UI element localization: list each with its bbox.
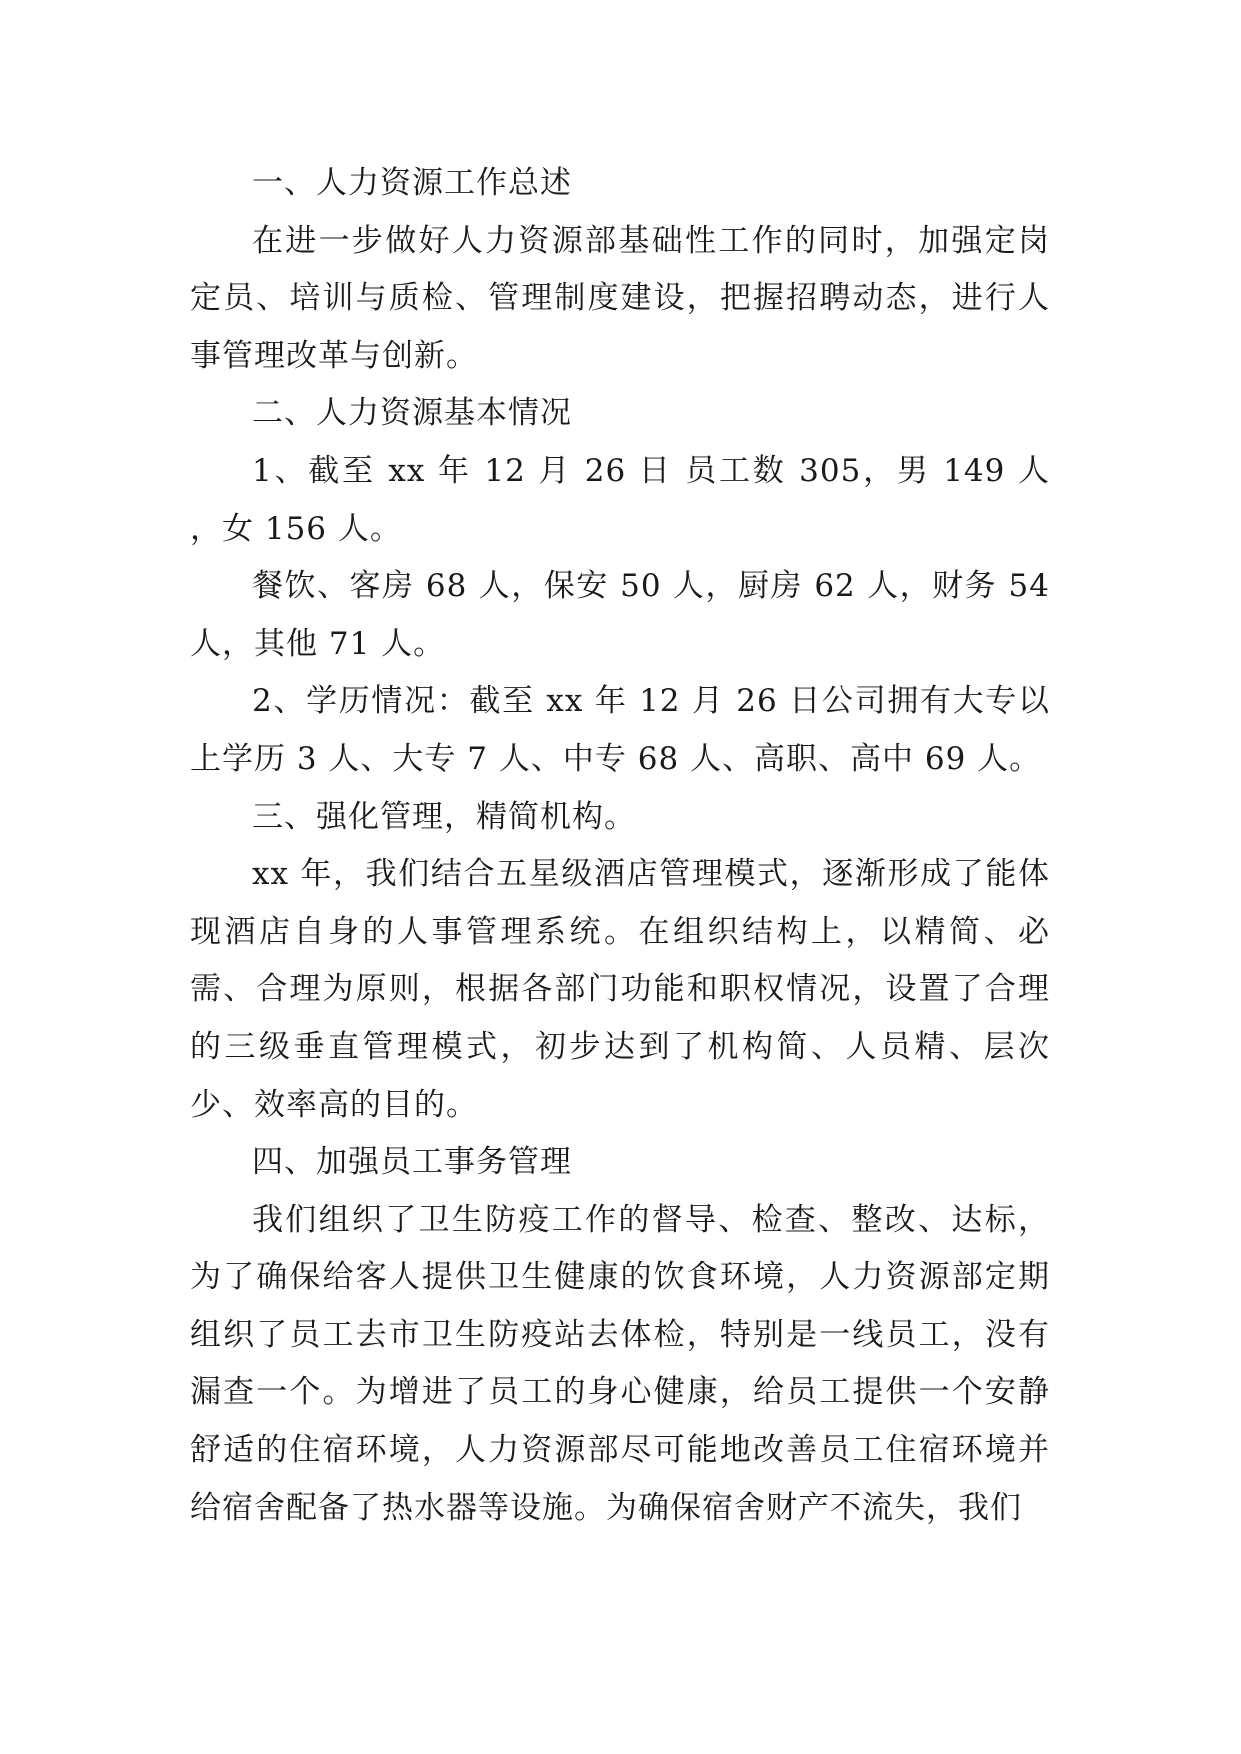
- paragraph-education: 2、学历情况：截至 xx 年 12 月 26 日公司拥有大专以上学历 3 人、大专 7 人、中专 68 人、高职、高中 69 人。: [190, 683, 1050, 777]
- heading-section-2: 二、人力资源基本情况: [252, 395, 572, 432]
- heading-section-1: 一、人力资源工作总述: [252, 165, 572, 201]
- paragraph-staff-affairs: 我们组织了卫生防疫工作的督导、检查、整改、达标，为了确保给客人提供卫生健康的饮食环境，人力资源部定期组织了员工去市卫生防疫站去体检，特别是一线员工，没有漏查一个。为增进了员工的身心健康，给员工提供一个安静舒适的住宿环境，人力资源部尽可能地改善员工住宿环境并给宿舍配备了热水器等设施。为确保宿舍财产不流失，我们: [190, 1201, 1050, 1526]
- document-body: [190, 155, 1050, 1537]
- heading-section-3: 三、强化管理，精简机构。: [252, 798, 636, 835]
- paragraph-department-count: 餐饮、客房 68 人，保安 50 人，厨房 62 人，财务 54 人，其他 71 人。: [190, 568, 1050, 662]
- paragraph-overview: 在进一步做好人力资源部基础性工作的同时，加强定岗定员、培训与质检、管理制度建设，把握招聘动态，进行人事管理改革与创新。: [190, 222, 1050, 374]
- paragraph-management: xx 年，我们结合五星级酒店管理模式，逐渐形成了能体现酒店自身的人事管理系统。在组织结构上，以精简、必需、合理为原则，根据各部门功能和职权情况，设置了合理的三级垂直管理模式，初步达到了机构简、人员精、层次少、效率高的目的。: [190, 856, 1050, 1123]
- paragraph-staff-count: 1、截至 xx 年 12 月 26 日 员工数 305，男 149 人 ，女 156 人。: [190, 452, 1050, 547]
- heading-section-4: 四、加强员工事务管理: [252, 1144, 572, 1181]
